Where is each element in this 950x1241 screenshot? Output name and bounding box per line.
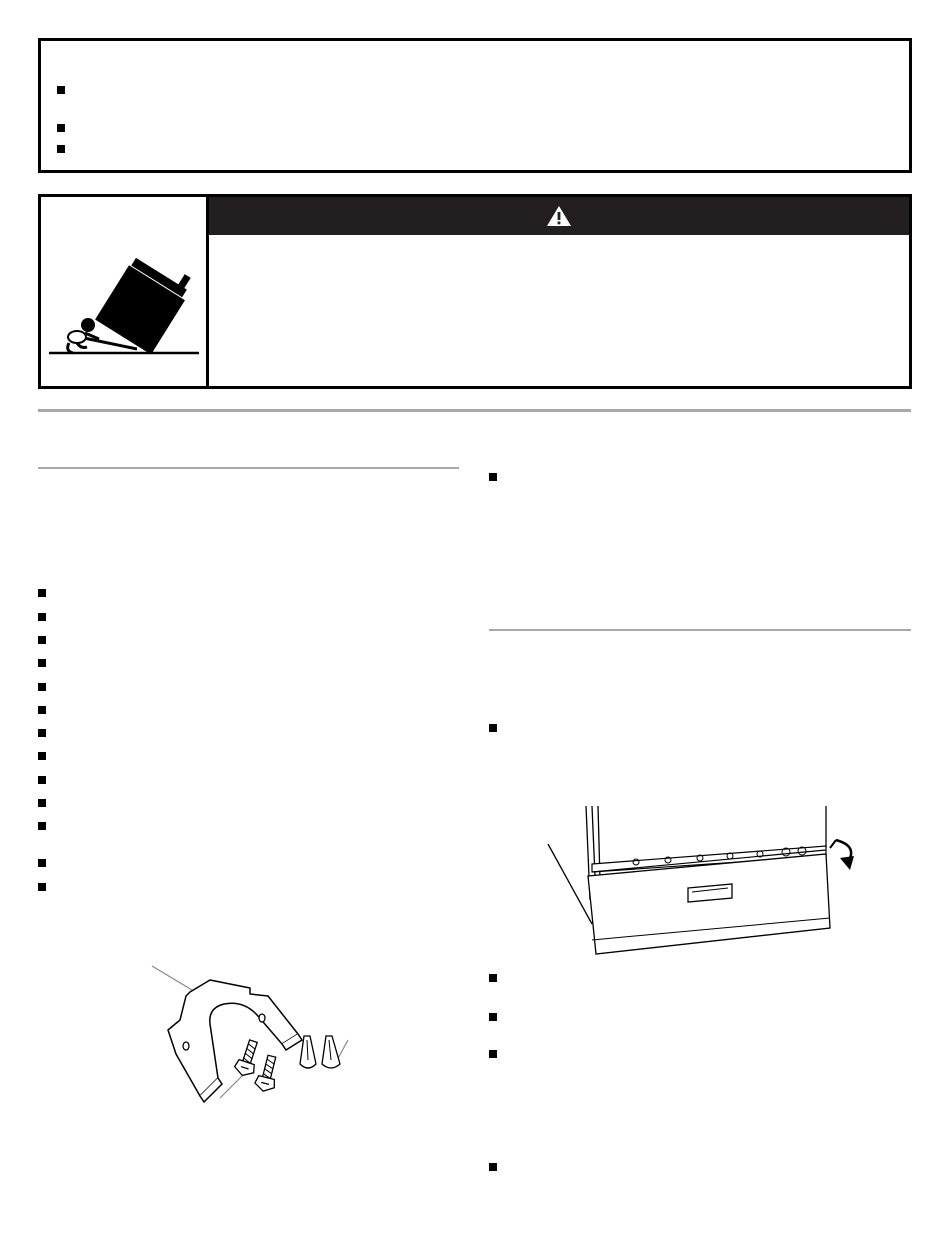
warning-header: [209, 197, 909, 235]
list-bullet: [489, 1050, 497, 1058]
tip-over-hazard-icon: [41, 197, 209, 386]
list-bullet: [38, 659, 46, 667]
list-bullet: [38, 613, 46, 621]
list-bullet: [38, 636, 46, 644]
list-bullet: [489, 974, 497, 982]
left-heading-rule: [38, 467, 459, 469]
warning-signal: [209, 205, 909, 227]
bracket-screws-anchors-icon: [150, 960, 360, 1110]
list-bullet: [38, 822, 46, 830]
list-bullet: [38, 799, 46, 807]
bullet: [57, 145, 65, 153]
list-bullet: [489, 1163, 497, 1171]
list-bullet: [38, 589, 46, 597]
bullet: [57, 86, 65, 94]
list-bullet: [38, 776, 46, 784]
section-divider: [38, 409, 911, 412]
list-bullet: [38, 706, 46, 714]
list-bullet: [38, 883, 46, 891]
list-bullet: [38, 752, 46, 760]
list-bullet: [38, 683, 46, 691]
notice-box: [38, 38, 912, 173]
drawer-rotate-arrow-icon: [540, 800, 860, 960]
bullet: [57, 124, 65, 132]
list-bullet: [489, 1013, 497, 1021]
warning-box: [38, 194, 912, 389]
list-bullet: [38, 729, 46, 737]
list-bullet: [489, 724, 497, 732]
list-bullet: [489, 473, 497, 481]
list-bullet: [38, 859, 46, 867]
right-heading-rule: [489, 629, 911, 631]
alert-triangle-icon: [546, 205, 572, 225]
